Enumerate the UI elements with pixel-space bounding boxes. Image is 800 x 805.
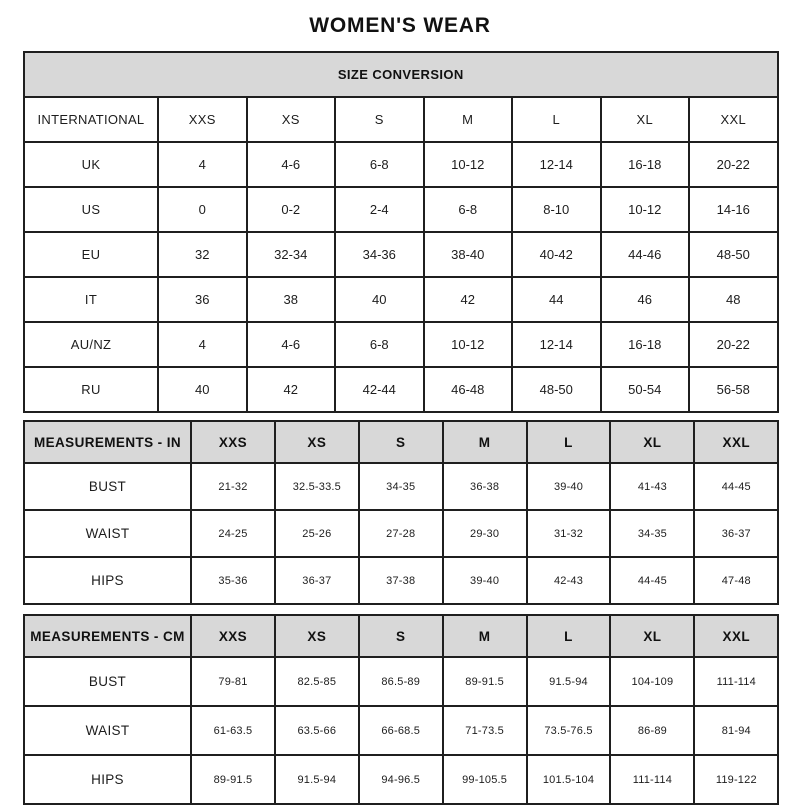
- measurement-cell: 41-43: [610, 463, 694, 510]
- measurement-cell: 66-68.5: [359, 706, 443, 755]
- column-header-xxl: XXL: [689, 97, 778, 142]
- size-cell: 40-42: [512, 232, 601, 277]
- measurement-cell: 36-37: [694, 510, 778, 557]
- size-cell: 0: [158, 187, 247, 232]
- size-cell: 48: [689, 277, 778, 322]
- size-cell: 46: [601, 277, 690, 322]
- table-row-uk: [24, 142, 778, 187]
- column-header-xl: XL: [610, 615, 694, 657]
- size-cell: 34-36: [335, 232, 424, 277]
- column-header-l: L: [527, 421, 611, 463]
- table-header-row: [24, 52, 778, 97]
- measurement-cell: 101.5-104: [527, 755, 611, 804]
- measurement-cell: 86.5-89: [359, 657, 443, 706]
- size-cell: 6-8: [424, 187, 513, 232]
- measurement-cell: 39-40: [527, 463, 611, 510]
- measurement-cell: 32.5-33.5: [275, 463, 359, 510]
- size-cell: 20-22: [689, 142, 778, 187]
- size-cell: 4: [158, 322, 247, 367]
- measurement-cell: 42-43: [527, 557, 611, 604]
- size-conversion-table: [23, 51, 779, 413]
- size-cell: 44: [512, 277, 601, 322]
- size-cell: 10-12: [424, 142, 513, 187]
- size-cell: 40: [158, 367, 247, 412]
- measurement-cell: 119-122: [694, 755, 778, 804]
- measurement-cell: 29-30: [443, 510, 527, 557]
- size-cell: 50-54: [601, 367, 690, 412]
- row-label: UK: [24, 142, 158, 187]
- measurement-cell: 89-91.5: [191, 755, 275, 804]
- row-label: AU/NZ: [24, 322, 158, 367]
- table-row-hips-in: [24, 557, 778, 604]
- column-header-m: M: [443, 421, 527, 463]
- size-cell: 20-22: [689, 322, 778, 367]
- column-header-xs: XS: [275, 615, 359, 657]
- page-title: WOMEN'S WEAR: [309, 14, 491, 37]
- measurement-cell: 82.5-85: [275, 657, 359, 706]
- table-row-eu: [24, 232, 778, 277]
- table-row-waist-in: [24, 510, 778, 557]
- size-cell: 38: [247, 277, 336, 322]
- measurement-cell: 71-73.5: [443, 706, 527, 755]
- column-header-xxl: XXL: [694, 615, 778, 657]
- measurement-cell: 44-45: [694, 463, 778, 510]
- size-cell: 4: [158, 142, 247, 187]
- table-row-bust-cm: [24, 657, 778, 706]
- size-cell: 56-58: [689, 367, 778, 412]
- table-row-aunz: [24, 322, 778, 367]
- measurement-cell: 89-91.5: [443, 657, 527, 706]
- measurements-cm-title: MEASUREMENTS - CM: [24, 615, 191, 657]
- size-cell: 32-34: [247, 232, 336, 277]
- measurement-cell: 21-32: [191, 463, 275, 510]
- size-cell: 16-18: [601, 142, 690, 187]
- measurement-cell: 79-81: [191, 657, 275, 706]
- measurement-cell: 24-25: [191, 510, 275, 557]
- column-header-l: L: [512, 97, 601, 142]
- column-header-m: M: [424, 97, 513, 142]
- measurement-cell: 111-114: [610, 755, 694, 804]
- table-header-row: [24, 421, 778, 463]
- table-row-bust-in: [24, 463, 778, 510]
- column-header-l: L: [527, 615, 611, 657]
- size-cell: 12-14: [512, 322, 601, 367]
- measurement-cell: 99-105.5: [443, 755, 527, 804]
- row-label: WAIST: [24, 706, 191, 755]
- measurements-in-title: MEASUREMENTS - IN: [24, 421, 191, 463]
- column-header-xxl: XXL: [694, 421, 778, 463]
- size-cell: 44-46: [601, 232, 690, 277]
- measurement-cell: 47-48: [694, 557, 778, 604]
- size-cell: 10-12: [424, 322, 513, 367]
- measurement-cell: 34-35: [359, 463, 443, 510]
- size-cell: 42: [424, 277, 513, 322]
- row-label: EU: [24, 232, 158, 277]
- size-cell: 6-8: [335, 322, 424, 367]
- measurement-cell: 37-38: [359, 557, 443, 604]
- measurement-cell: 36-38: [443, 463, 527, 510]
- column-header-xl: XL: [610, 421, 694, 463]
- size-cell: 36: [158, 277, 247, 322]
- row-label: US: [24, 187, 158, 232]
- table-row-us: [24, 187, 778, 232]
- row-label: IT: [24, 277, 158, 322]
- size-cell: 48-50: [512, 367, 601, 412]
- column-header-s: S: [335, 97, 424, 142]
- row-label: HIPS: [24, 557, 191, 604]
- row-label: WAIST: [24, 510, 191, 557]
- measurement-cell: 39-40: [443, 557, 527, 604]
- table-row-it: [24, 277, 778, 322]
- row-label: BUST: [24, 657, 191, 706]
- row-label: RU: [24, 367, 158, 412]
- size-cell: 48-50: [689, 232, 778, 277]
- table-header-row: [24, 615, 778, 657]
- measurement-cell: 91.5-94: [275, 755, 359, 804]
- column-header-xxs: XXS: [191, 421, 275, 463]
- size-cell: 6-8: [335, 142, 424, 187]
- size-cell: 32: [158, 232, 247, 277]
- column-header-s: S: [359, 421, 443, 463]
- measurement-cell: 104-109: [610, 657, 694, 706]
- measurement-cell: 94-96.5: [359, 755, 443, 804]
- size-cell: 42: [247, 367, 336, 412]
- row-label: HIPS: [24, 755, 191, 804]
- size-cell: 4-6: [247, 142, 336, 187]
- measurement-cell: 81-94: [694, 706, 778, 755]
- size-cell: 16-18: [601, 322, 690, 367]
- measurement-cell: 36-37: [275, 557, 359, 604]
- measurement-cell: 111-114: [694, 657, 778, 706]
- size-cell: 38-40: [424, 232, 513, 277]
- measurements-cm-table: [23, 614, 779, 805]
- column-header-s: S: [359, 615, 443, 657]
- measurement-cell: 91.5-94: [527, 657, 611, 706]
- measurement-cell: 61-63.5: [191, 706, 275, 755]
- measurement-cell: 44-45: [610, 557, 694, 604]
- column-header-xs: XS: [247, 97, 336, 142]
- table-row-waist-cm: [24, 706, 778, 755]
- size-cell: 42-44: [335, 367, 424, 412]
- size-cell: 10-12: [601, 187, 690, 232]
- column-header-xxs: XXS: [158, 97, 247, 142]
- size-cell: 0-2: [247, 187, 336, 232]
- measurement-cell: 31-32: [527, 510, 611, 557]
- measurement-cell: 73.5-76.5: [527, 706, 611, 755]
- column-header-xl: XL: [601, 97, 690, 142]
- measurements-in-table: [23, 420, 779, 605]
- size-cell: 14-16: [689, 187, 778, 232]
- measurement-cell: 63.5-66: [275, 706, 359, 755]
- column-header-international: INTERNATIONAL: [24, 97, 158, 142]
- column-header-xs: XS: [275, 421, 359, 463]
- size-cell: 8-10: [512, 187, 601, 232]
- measurement-cell: 35-36: [191, 557, 275, 604]
- column-labels-row: [24, 97, 778, 142]
- size-conversion-title: SIZE CONVERSION: [24, 52, 778, 97]
- size-cell: 40: [335, 277, 424, 322]
- column-header-m: M: [443, 615, 527, 657]
- size-cell: 46-48: [424, 367, 513, 412]
- table-row-ru: [24, 367, 778, 412]
- measurement-cell: 27-28: [359, 510, 443, 557]
- measurement-cell: 86-89: [610, 706, 694, 755]
- table-row-hips-cm: [24, 755, 778, 804]
- measurement-cell: 34-35: [610, 510, 694, 557]
- size-cell: 2-4: [335, 187, 424, 232]
- column-header-xxs: XXS: [191, 615, 275, 657]
- size-cell: 12-14: [512, 142, 601, 187]
- size-cell: 4-6: [247, 322, 336, 367]
- row-label: BUST: [24, 463, 191, 510]
- measurement-cell: 25-26: [275, 510, 359, 557]
